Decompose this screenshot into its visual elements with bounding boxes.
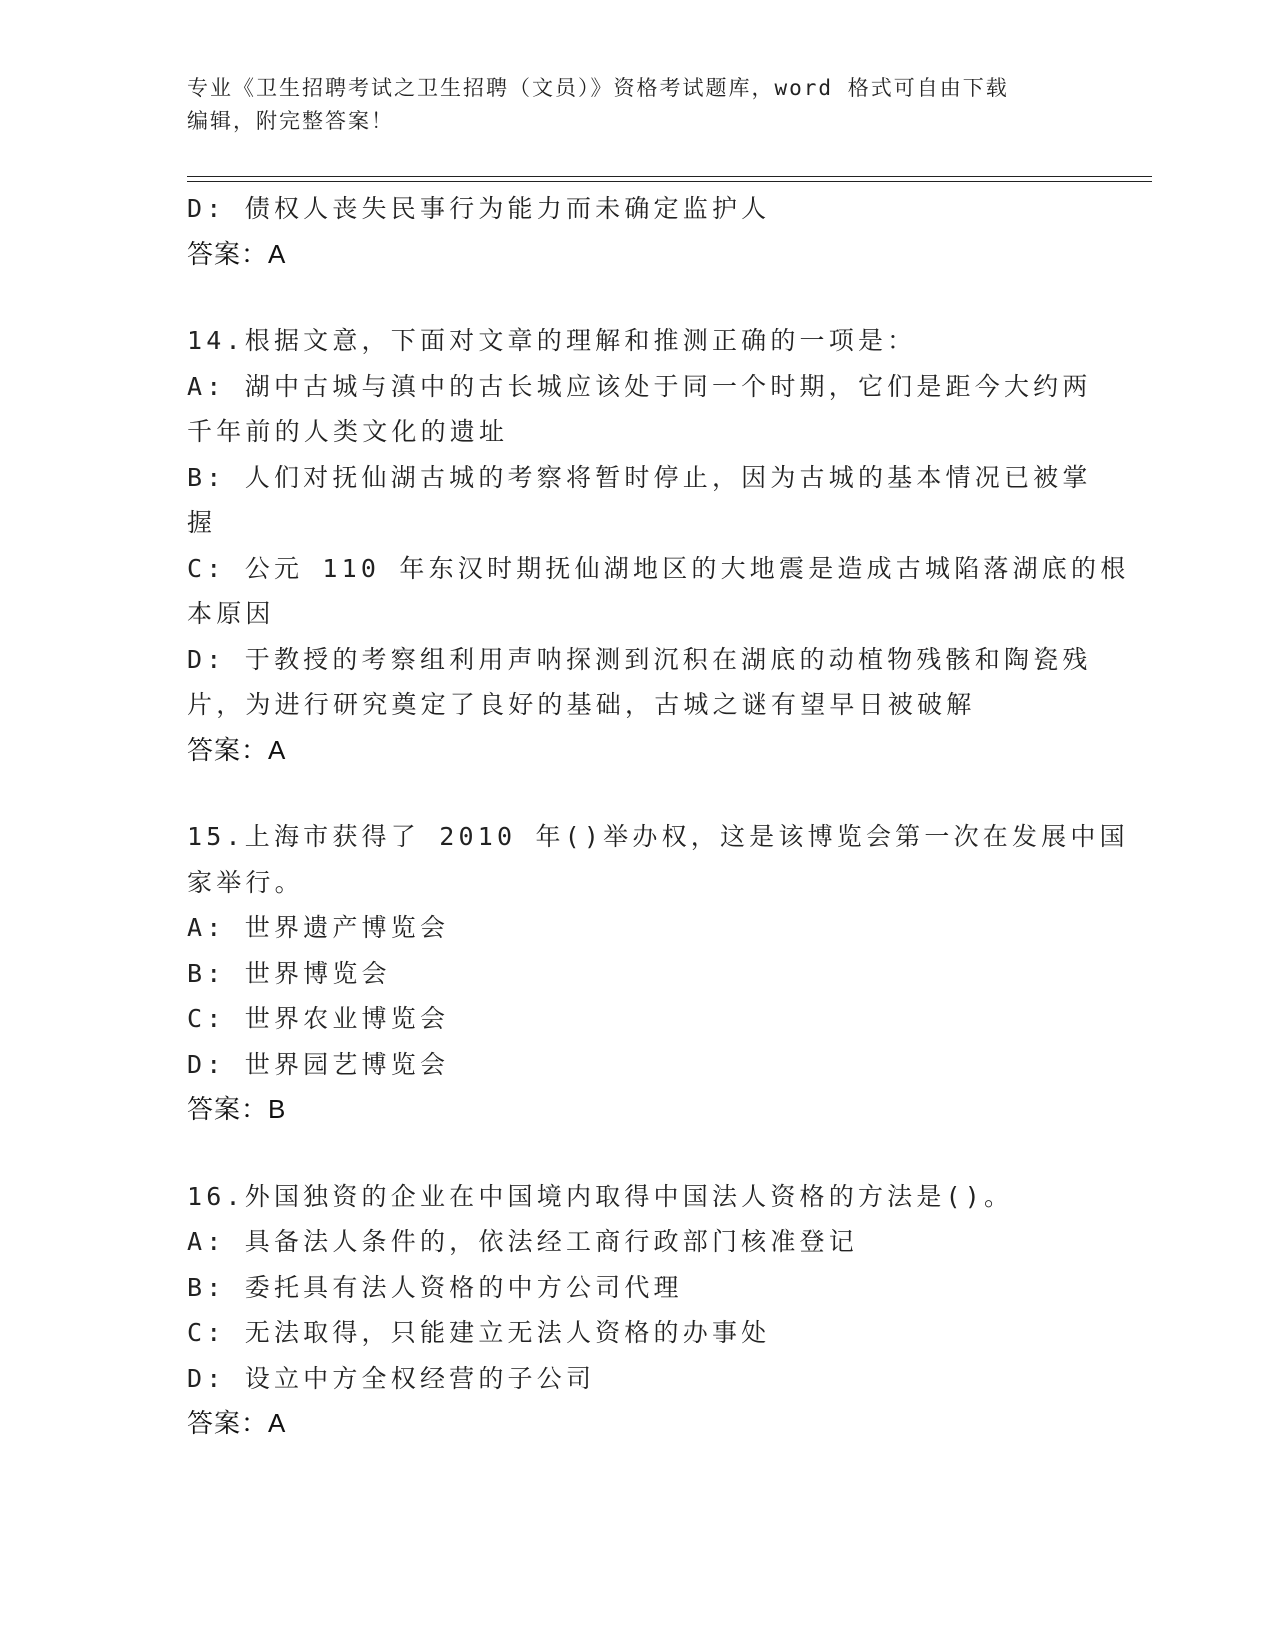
question-16 xyxy=(187,1174,1087,1447)
question-stem: 15.上海市获得了 2010 年()举办权，这是该博览会第一次在发展中国 xyxy=(187,822,1129,851)
header-line-2: 编辑，附完整答案！ xyxy=(187,109,394,133)
option-a-continued: 千年前的人类文化的遗址 xyxy=(187,417,509,446)
answer-line: 答案：A xyxy=(187,734,287,765)
option-d-continued: 片，为进行研究奠定了良好的基础，古城之谜有望早日被破解 xyxy=(187,690,976,719)
option-c: C: 公元 110 年东汉时期抚仙湖地区的大地震是造成古城陷落湖底的根 xyxy=(187,553,1130,583)
question-14 xyxy=(187,318,1130,773)
option-d: D: 债权人丧失民事行为能力而未确定监护人 xyxy=(187,194,771,223)
option-a: A: 具备法人条件的，依法经工商行政部门核准登记 xyxy=(187,1227,858,1256)
question-15 xyxy=(187,814,1129,1133)
option-c-continued: 本原因 xyxy=(187,599,275,628)
option-c: C: 无法取得，只能建立无法人资格的办事处 xyxy=(187,1318,771,1347)
question-stem: 14.根据文意，下面对文章的理解和推测正确的一项是： xyxy=(187,326,917,355)
header-divider-top xyxy=(187,176,1152,177)
answer-line: 答案：A xyxy=(187,1408,287,1438)
option-d: D: 于教授的考察组利用声呐探测到沉积在湖底的动植物残骸和陶瓷残 xyxy=(187,644,1092,674)
option-b: B: 世界博览会 xyxy=(187,958,391,988)
carryover-block xyxy=(187,186,1087,277)
question-stem-continued: 家举行。 xyxy=(187,867,304,897)
option-a: A: 世界遗产博览会 xyxy=(187,913,450,942)
answer-line: 答案：B xyxy=(187,1094,287,1124)
header-line-1: 专业《卫生招聘考试之卫生招聘（文员）》资格考试题库，word 格式可自由下载 xyxy=(187,76,1009,100)
option-b: B: 委托具有法人资格的中方公司代理 xyxy=(187,1272,683,1302)
question-list xyxy=(187,186,1130,1447)
option-a: A: 湖中古城与滇中的古长城应该处于同一个时期，它们是距今大约两 xyxy=(187,371,1092,401)
document-header xyxy=(187,72,1067,138)
option-b-continued: 握 xyxy=(187,508,217,537)
question-stem: 16.外国独资的企业在中国境内取得中国法人资格的方法是()。 xyxy=(187,1181,1014,1211)
option-d: D: 世界园艺博览会 xyxy=(187,1049,450,1079)
option-b: B: 人们对抚仙湖古城的考察将暂时停止，因为古城的基本情况已被掌 xyxy=(187,462,1092,492)
answer-line: 答案：A xyxy=(187,238,287,269)
header-divider-bottom xyxy=(187,181,1152,182)
option-d: D: 设立中方全权经营的子公司 xyxy=(187,1363,596,1393)
option-c: C: 世界农业博览会 xyxy=(187,1004,450,1033)
